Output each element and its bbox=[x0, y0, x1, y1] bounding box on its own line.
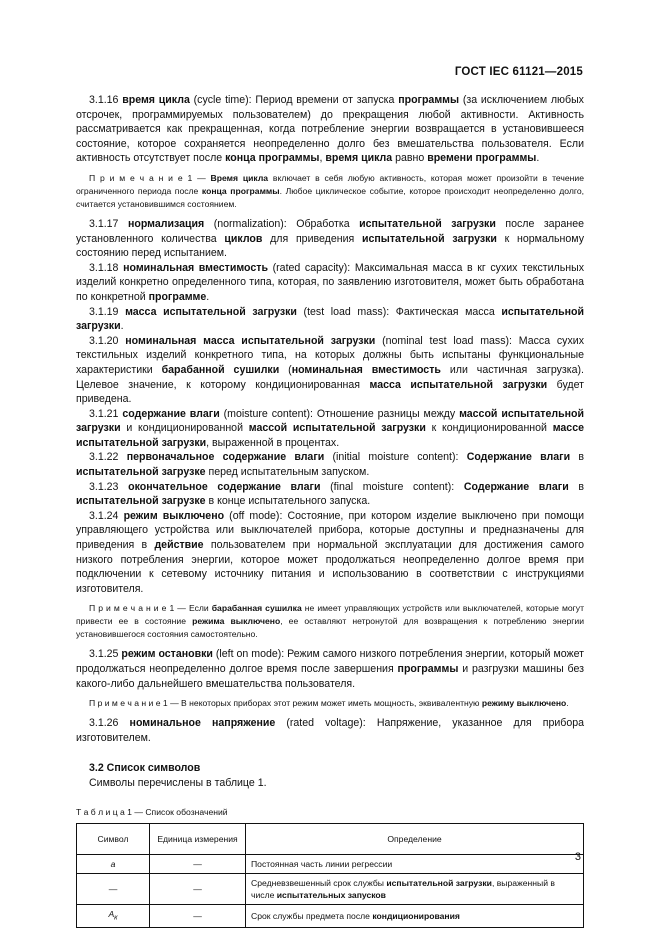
cell-symbol: a bbox=[77, 855, 150, 874]
note-off-mode: П р и м е ч а н и е 1 — Если барабанная сушилка не имеет управляющих устройств или выключателей, которые могут привести ее в состояние режима выключено, ее оставляют нетронутой для возвращения к потреблению энергии установившегося состояния самостоятельно. bbox=[76, 603, 585, 640]
definition-number: 3.1.19 bbox=[89, 305, 126, 318]
definition-text: режим выключено (off mode): Состояние, при котором изделие выключено при помощи управляющего устройства или выключателей прибора, которые доступны и предназначены для приведения в действие пользователем при нормальной эксплуатации для достижения самого низкого потребления энергии, которое может продолжаться неопределенно долгое время при подключении к сетевому источнику питания и использованию в соответствии с инструкциями изготовителя. bbox=[76, 509, 584, 595]
definitions-group-3 bbox=[76, 647, 584, 691]
note-left-on-mode: П р и м е ч а н и е 1 — В некоторых приборах этот режим может иметь мощность, эквивалентную режиму выключено. bbox=[89, 698, 569, 709]
definition-3-1-20 bbox=[76, 334, 584, 407]
definition-3-1-16 bbox=[76, 93, 584, 166]
cell-def: Срок службы предмета после кондиционирования bbox=[246, 905, 584, 928]
cell-unit: — bbox=[150, 905, 246, 928]
definitions-group-1 bbox=[76, 93, 584, 166]
page-number: 3 bbox=[574, 851, 581, 863]
definitions-group-4 bbox=[76, 716, 584, 745]
section-symbols bbox=[76, 761, 584, 790]
cell-def: Постоянная часть линии регрессии bbox=[246, 855, 584, 874]
definition-number: 3.1.26 bbox=[89, 717, 130, 730]
note-cycle-time: П р и м е ч а н и е 1 — Время цикла включает в себя любую активность, которая может произойти в течение ограниченного периода после конца программы. Любое циклическое событие, которое происходит неопределенно долго, считается установившимся состоянием. bbox=[76, 172, 584, 209]
definition-3-1-22 bbox=[76, 450, 584, 479]
definition-3-1-21 bbox=[76, 407, 584, 451]
definition-number: 3.1.23 bbox=[89, 480, 129, 493]
definition-3-1-25 bbox=[76, 647, 584, 691]
definition-text: номинальная масса испытательной загрузки (nominal test load mass): Масса сухих текстильных изделий конкретного типа, на которых должны быть испытаны функциональные характеристики барабанной сушилки (номинальная вместимость или частичная загрузка). Целевое значение, к которому кондиционированная масса испытательной загрузки будет приведена. bbox=[76, 334, 585, 406]
definition-number: 3.1.21 bbox=[89, 407, 123, 420]
definition-number: 3.1.16 bbox=[89, 94, 123, 106]
definition-3-1-24 bbox=[76, 509, 584, 597]
definition-number: 3.1.18 bbox=[89, 261, 124, 274]
definition-number: 3.1.22 bbox=[89, 451, 127, 464]
definition-3-1-23 bbox=[76, 480, 584, 509]
definition-3-1-19 bbox=[76, 305, 584, 334]
col-symbol: Символ bbox=[77, 824, 150, 855]
cell-symbol: — bbox=[77, 874, 150, 905]
definition-number: 3.1.24 bbox=[89, 509, 124, 522]
definition-text: содержание влаги (moisture content): Отношение разницы между массой испытательной загрузки и кондиционированной массой испытательной загрузки к кондиционированной массе испытательной загрузки, выраженной в процентах. bbox=[76, 407, 584, 449]
table-header-row bbox=[77, 824, 584, 855]
definition-text: режим остановки (left on mode): Режим самого низкого потребления энергии, который может продолжаться неопределенно долгое время после завершения программы и разгрузки машины без какого-либо дальнейшего вмешательства пользователя. bbox=[76, 648, 585, 690]
definition-text: номинальная вместимость (rated capacity): Максимальная масса в кг сухих текстильных изделий конкретно определенного типа, которая, по заявлению изготовителя, может быть обработана по конкретной программе. bbox=[76, 261, 584, 303]
definition-text: нормализация (normalization): Обработка испытательной загрузки после заранее установленного количества циклов для приведения испытательной загрузки к нормальному состоянию перед испытанием. bbox=[76, 217, 584, 260]
definitions-group-2 bbox=[76, 217, 584, 596]
table-row bbox=[77, 905, 584, 928]
definition-3-1-18 bbox=[76, 261, 584, 305]
section-text: Символы перечислены в таблице 1. bbox=[89, 776, 267, 789]
cell-unit: — bbox=[150, 855, 246, 874]
definition-text: масса испытательной загрузки (test load mass): Фактическая масса испытательной загрузки. bbox=[76, 305, 585, 333]
document-header: ГОСТ IEC 61121—2015 bbox=[454, 66, 583, 78]
section-title: 3.2 Список символов bbox=[89, 762, 201, 775]
definition-number: 3.1.25 bbox=[89, 648, 122, 661]
cell-def: Средневзвешенный срок службы испытательной загрузки, выраженный в числе испытательных запусков bbox=[246, 874, 584, 905]
table-row bbox=[77, 855, 584, 874]
col-unit: Единица измерения bbox=[150, 824, 246, 855]
definition-text: первоначальное содержание влаги (initial moisture content): Содержание влаги в испытательной загрузке перед испытательным запуском. bbox=[76, 451, 584, 479]
definition-text: время цикла (cycle time): Период времени от запуска программы (за исключением любых отсрочек, программируемых пользователем) до прекращения любой активности. Активность рассматривается как прекращенная, когда потребление энергии возвращается в установившееся состояние, которое сохраняется неопределенно долго без вмешательства пользователя. Если активность отсутствует после конца программы, время цикла равно времени программы. bbox=[76, 94, 584, 165]
page-content bbox=[76, 93, 584, 928]
definition-text: номинальное напряжение (rated voltage): Напряжение, указанное для прибора изготовителем. bbox=[76, 717, 584, 744]
definition-3-1-17 bbox=[76, 217, 584, 261]
definition-text: окончательное содержание влаги (final moisture content): Содержание влаги в испытательной загрузке в конце испытательного запуска. bbox=[76, 480, 584, 508]
cell-unit: — bbox=[150, 874, 246, 905]
table-row bbox=[77, 874, 584, 905]
definition-3-1-26 bbox=[76, 716, 584, 745]
definition-number: 3.1.17 bbox=[89, 217, 128, 230]
table-caption: Т а б л и ц а 1 — Список обозначений bbox=[76, 806, 228, 817]
col-definition: Определение bbox=[246, 824, 584, 855]
symbols-table bbox=[76, 823, 584, 928]
definition-number: 3.1.20 bbox=[89, 334, 126, 347]
cell-symbol: $A_к$ bbox=[77, 905, 150, 928]
